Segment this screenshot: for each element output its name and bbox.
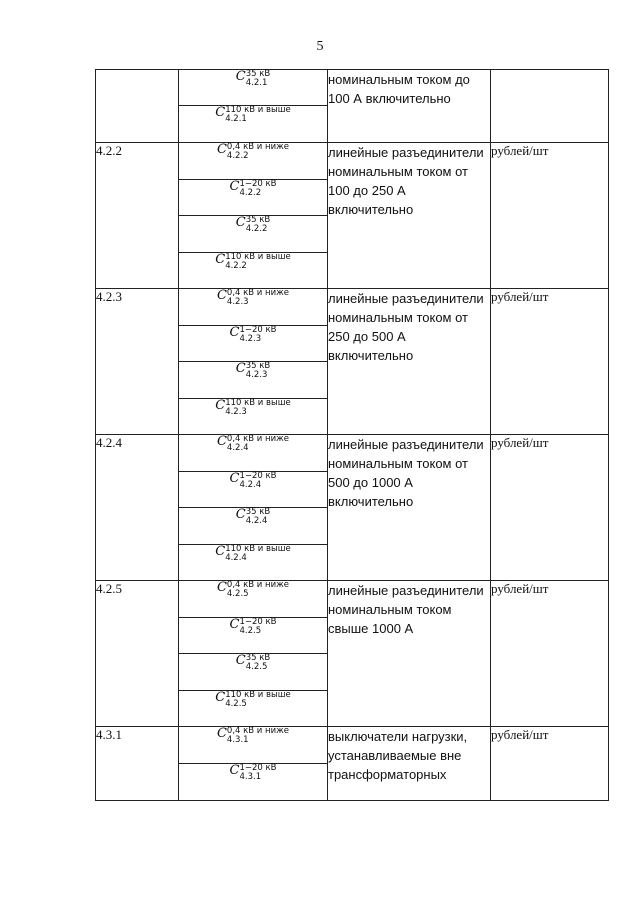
item-code: 4.2.3 [96, 289, 179, 435]
item-code [96, 70, 179, 143]
symbol-base: C [229, 325, 240, 340]
symbol-voltage: 110 кВ и выше [225, 105, 291, 115]
symbol-base: C [235, 653, 246, 668]
rate-symbol [179, 143, 328, 180]
symbol-voltage: 0,4 кВ и ниже [226, 288, 290, 298]
symbol-index: 4.2.1 [245, 78, 268, 88]
symbol-base: C [235, 69, 246, 84]
rate-symbol [179, 472, 328, 508]
symbol-base: C [216, 726, 227, 741]
rate-symbol [179, 618, 328, 654]
symbol-index: 4.2.5 [225, 699, 247, 709]
symbol-index: 4.2.3 [225, 407, 247, 417]
symbol-voltage: 110 кВ и выше [225, 398, 291, 408]
item-description: номинальным током до 100 А включительно [328, 70, 491, 143]
item-description: линейные разъединители номинальным током свыше 1000 А [328, 581, 491, 727]
symbol-voltage: 1−20 кВ [239, 471, 277, 481]
item-code: 4.2.2 [96, 143, 179, 289]
table-row [96, 70, 609, 106]
symbol-base: C [215, 105, 226, 120]
symbol-index: 4.2.4 [226, 443, 249, 453]
symbol-index: 4.2.2 [245, 224, 268, 234]
symbol-base: C [216, 288, 227, 303]
rate-symbol [179, 399, 328, 435]
symbol-index: 4.3.1 [226, 735, 249, 745]
symbol-index: 4.2.3 [226, 297, 249, 307]
symbol-base: C [229, 763, 240, 778]
symbol-base: C [216, 142, 227, 157]
rate-symbol [179, 362, 328, 399]
symbol-index: 4.2.4 [239, 480, 262, 490]
item-description: линейные разъединители номинальным током от 500 до 1000 А включительно [328, 435, 491, 581]
page-number: 5 [316, 39, 324, 54]
item-code: 4.3.1 [96, 727, 179, 801]
symbol-index: 4.2.3 [245, 370, 268, 380]
rate-symbol [179, 289, 328, 326]
rate-symbol [179, 216, 328, 253]
symbol-index: 4.2.2 [239, 188, 262, 198]
symbol-index: 4.2.5 [245, 662, 268, 672]
table-row [96, 143, 609, 180]
tariff-table [95, 69, 609, 801]
symbol-voltage: 1−20 кВ [239, 179, 277, 189]
symbol-voltage: 1−20 кВ [239, 325, 277, 335]
symbol-index: 4.2.5 [239, 626, 262, 636]
symbol-index: 4.2.4 [245, 516, 268, 526]
item-description: линейные разъединители номинальным током от 100 до 250 А включительно [328, 143, 491, 289]
table-row [96, 435, 609, 472]
item-code: 4.2.5 [96, 581, 179, 727]
rate-symbol [179, 326, 328, 362]
symbol-base: C [216, 434, 227, 449]
symbol-voltage: 0,4 кВ и ниже [226, 726, 290, 736]
rate-symbol [179, 581, 328, 618]
symbol-voltage: 0,4 кВ и ниже [226, 142, 290, 152]
symbol-index: 4.2.5 [226, 589, 249, 599]
rate-symbol [179, 691, 328, 727]
symbol-base: C [235, 215, 246, 230]
symbol-base: C [235, 361, 246, 376]
table-body [96, 70, 609, 801]
symbol-voltage: 1−20 кВ [239, 763, 277, 773]
symbol-voltage: 0,4 кВ и ниже [226, 580, 290, 590]
symbol-index: 4.2.2 [226, 151, 249, 161]
item-code: 4.2.4 [96, 435, 179, 581]
rate-symbol [179, 435, 328, 472]
rate-symbol [179, 654, 328, 691]
item-unit [491, 70, 609, 143]
symbol-index: 4.2.1 [225, 114, 247, 124]
table-row [96, 581, 609, 618]
rate-symbol [179, 180, 328, 216]
rate-symbol [179, 508, 328, 545]
symbol-voltage: 110 кВ и выше [225, 690, 291, 700]
symbol-base: C [229, 617, 240, 632]
item-unit: рублей/шт [491, 581, 609, 727]
rate-symbol [179, 764, 328, 801]
item-unit: рублей/шт [491, 435, 609, 581]
symbol-index: 4.2.2 [225, 261, 247, 271]
symbol-voltage: 0,4 кВ и ниже [226, 434, 290, 444]
rate-symbol [179, 70, 328, 106]
rate-symbol [179, 545, 328, 581]
rate-symbol [179, 727, 328, 764]
item-unit: рублей/шт [491, 289, 609, 435]
symbol-base: C [215, 252, 226, 267]
symbol-base: C [216, 580, 227, 595]
item-unit: рублей/шт [491, 727, 609, 801]
item-description: линейные разъединители номинальным током от 250 до 500 А включительно [328, 289, 491, 435]
item-unit: рублей/шт [491, 143, 609, 289]
symbol-voltage: 110 кВ и выше [225, 544, 291, 554]
table-row [96, 289, 609, 326]
symbol-voltage: 35 кВ [245, 507, 271, 517]
symbol-voltage: 35 кВ [245, 653, 271, 663]
symbol-index: 4.2.3 [239, 334, 262, 344]
symbol-voltage: 35 кВ [245, 361, 271, 371]
symbol-voltage: 35 кВ [245, 215, 271, 225]
symbol-voltage: 1−20 кВ [239, 617, 277, 627]
symbol-base: C [229, 471, 240, 486]
symbol-base: C [215, 690, 226, 705]
symbol-base: C [235, 507, 246, 522]
symbol-voltage: 110 кВ и выше [225, 252, 291, 262]
symbol-index: 4.2.4 [225, 553, 247, 563]
symbol-voltage: 35 кВ [245, 69, 271, 79]
item-description: выключатели нагрузки, устанавливаемые вне трансформаторных [328, 727, 491, 801]
symbol-base: C [229, 179, 240, 194]
table-row [96, 727, 609, 764]
rate-symbol [179, 106, 328, 143]
rate-symbol [179, 253, 328, 289]
symbol-index: 4.3.1 [239, 772, 262, 782]
symbol-base: C [215, 398, 226, 413]
symbol-base: C [215, 544, 226, 559]
